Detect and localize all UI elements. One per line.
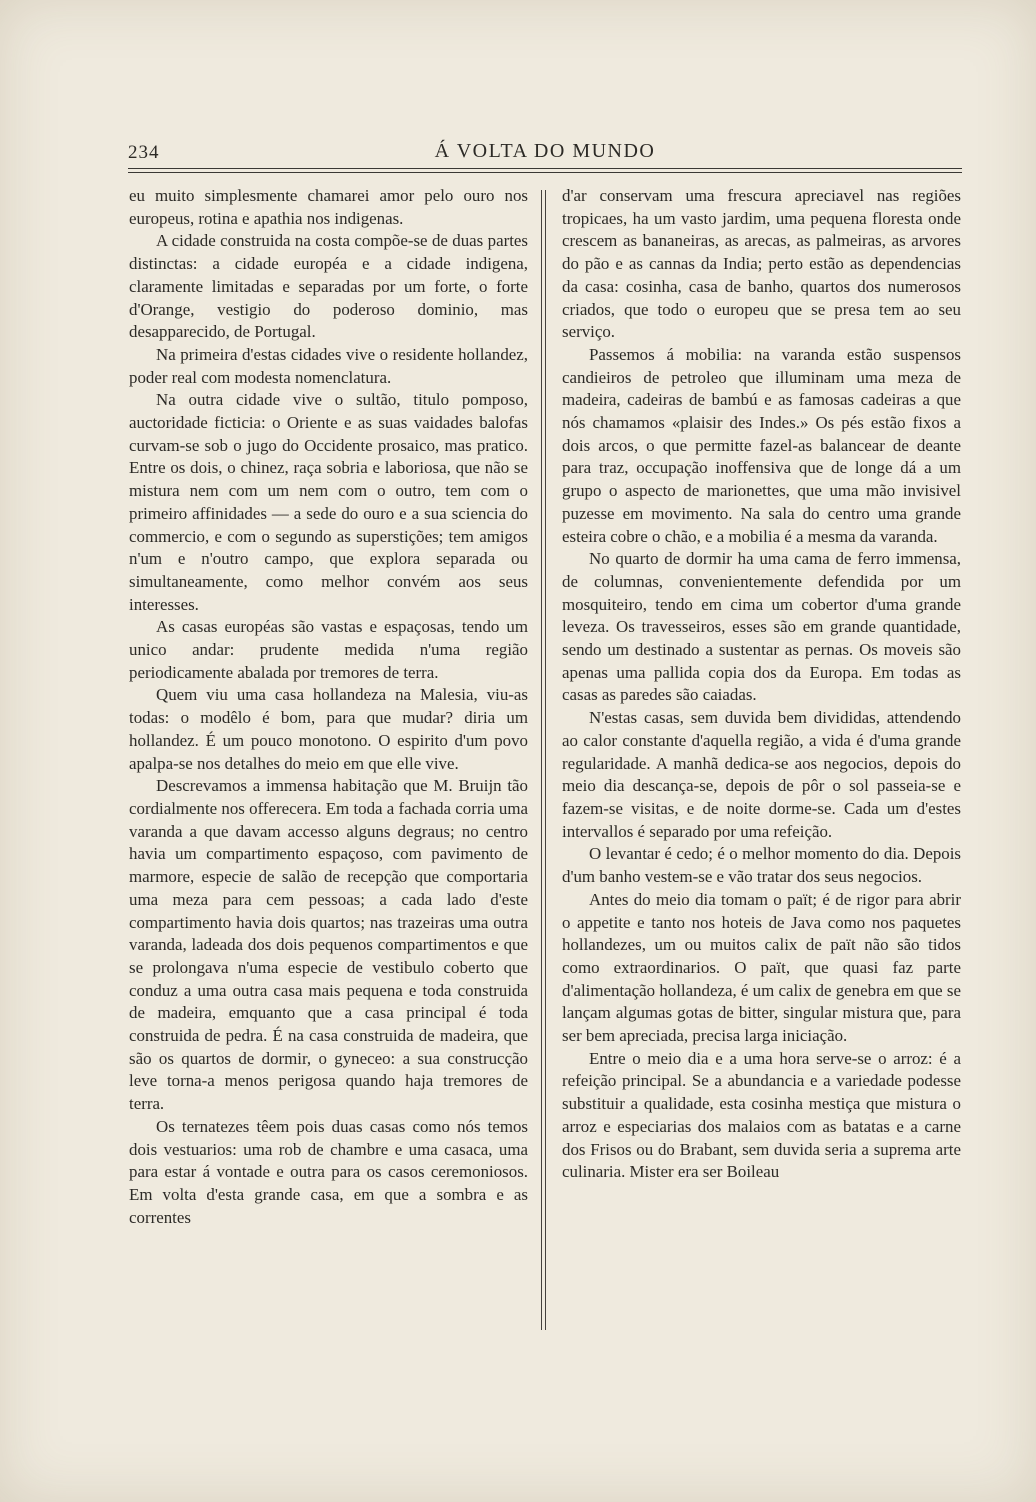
paragraph: As casas européas são vastas e espaçosas, tendo um unico andar: prudente medida n'uma região periodicamente abalada por tremores de terra. — [129, 617, 528, 682]
paragraph: No quarto de dormir ha uma cama de ferro immensa, de columnas, convenientemente defendida por um mosquiteiro, tendo em cima um cobertor d'uma grande leveza. Os travesseiros, esses são em grande quantidade, sendo um destinado a sustentar as pernas. Os moveis são apenas uma pallida copia dos da Europa. Em todas as casas as paredes são caiadas. — [562, 549, 961, 705]
paragraph: O levantar é cedo; é o melhor momento do dia. Depois d'um banho vestem-se e vão tratar dos seus negocios. — [562, 844, 961, 887]
paragraph: Os ternatezes têem pois duas casas como nós temos dois vestuarios: uma rob de chambre e uma casaca, uma para estar á vontade e outra para os casos ceremoniosos. Em volta d'esta grande casa, em que a sombra e as correntes — [129, 1116, 528, 1227]
paragraph: Passemos á mobilia: na varanda estão suspensos candieiros de petroleo que illuminam uma meza de madeira, cadeiras de bambú e as famosas cadeiras a que nós chamamos «plaisir des Indes.» Os pés estão fixos a dois arcos, o que permitte fazel-as balancear de deante para traz, occupação inoffensiva que de longe dá a um grupo o aspecto de marionettes, que uma mão invisivel puzesse em movimento. Na sala do centro uma grande esteira cobre o chão, e a mobilia é a mesma da varanda. — [562, 344, 961, 546]
paragraph: Antes do meio dia tomam o paït; é de rigor para abrir o appetite e tanto nos hoteis de Java como nos paquetes hollandezes, um ou muitos calix de paït não são tidos como extraordinarios. O paït, que quasi faz parte d'alimentação hollandeza, é um calix de genebra em que se lançam algumas gotas de bitter, singular mistura que, para ser bem apreciada, precisa larga iniciação. — [562, 889, 961, 1046]
paragraph: N'estas casas, sem duvida bem divididas, attendendo ao calor constante d'aquella região, a vida é d'uma grande regularidade. A manhã dedica-se aos negocios, depois do meio dia descança-se, depois de pôr o sol passeia-se e fazem-se visitas, e de noite dorme-se. Cada um d'estes intervallos é separado por uma refeição. — [562, 708, 961, 841]
running-title: Á VOLTA DO MUNDO — [434, 140, 656, 162]
page-header — [128, 138, 962, 168]
paragraph: eu muito simplesmente chamarei amor pelo ouro nos europeus, rotina e apathia nos indigenas. — [129, 186, 528, 228]
paragraph: Entre o meio dia e a uma hora serve-se o arroz: é a refeição principal. Se a abundancia e a variedade podesse substituir a qualidade, esta cosinha mestiça que mistura o arroz e especiarias dos malaios com as batatas e a carne dos Frisos ou do Brabant, sem duvida seria a suprema arte culinaria. Mister era ser Boileau — [562, 1048, 961, 1182]
page-number: 234 — [128, 142, 160, 163]
column-divider — [545, 190, 546, 1330]
left-column — [129, 185, 528, 1229]
paragraph: Na outra cidade vive o sultão, titulo pomposo, auctoridade ficticia: o Oriente e as suas vaidades balofas curvam-se sob o jugo do Occidente prosaico, mas pratico. Entre os dois, o chinez, raça sobria e laboriosa, que não se mistura nem com um nem com o outro, tem com o primeiro affinidades — a sede do ouro e a sua sciencia do commercio, e com o segundo as superstições; tem amigos n'um e n'outro campo, que explora separada ou simultaneamente, como melhor convém aos seus interesses. — [129, 390, 528, 614]
paragraph: Na primeira d'estas cidades vive o residente hollandez, poder real com modesta nomenclatura. — [129, 344, 528, 387]
header-rule — [128, 168, 962, 169]
right-column — [562, 185, 961, 1184]
paragraph: Descrevamos a immensa habitação que M. Bruijn tão cordialmente nos offerecera. Em toda a fachada corria uma varanda a que davam accesso alguns degraus; no centro havia um compartimento espaçoso, com pavimento de marmore, especie de salão de recepção que comportaria uma meza para cem pessoas; a cada lado d'este compartimento havia dois quartos; nas trazeiras uma outra varanda, ladeada dos dois pequenos compartimentos e que se prolongava n'uma especie de vestibulo coberto que conduz a uma outra casa mais pequena e toda construida de madeira, emquanto que a casa principal é toda construida de pedra. É na casa construida de madeira, que são os quartos de dormir, o gyneceo: a sua construcção leve torna-a menos perigosa quando haja tremores de terra. — [129, 776, 528, 1114]
column-divider — [541, 190, 542, 1330]
paragraph: Quem viu uma casa hollandeza na Malesia, viu-as todas: o modêlo é bom, para que mudar? diria um hollandez. É um pouco monotono. O espirito d'um povo apalpa-se nos detalhes do meio em que elle vive. — [129, 685, 528, 773]
paragraph: A cidade construida na costa compõe-se de duas partes distinctas: a cidade européa e a cidade indigena, claramente limitadas e separadas por um forte, o forte d'Orange, vestigio do poderoso dominio, mas desapparecido, de Portugal. — [129, 231, 528, 342]
header-rule — [128, 172, 962, 173]
paragraph: d'ar conservam uma frescura apreciavel nas regiões tropicaes, ha um vasto jardim, uma pequena floresta onde crescem as bananeiras, as arecas, as palmeiras, as arvores do pão e as cannas da India; perto estão as dependencias da casa: cosinha, casa de banho, quartos dos numerosos criados, que todo o europeu que se presa tem ao seu serviço. — [562, 186, 961, 342]
